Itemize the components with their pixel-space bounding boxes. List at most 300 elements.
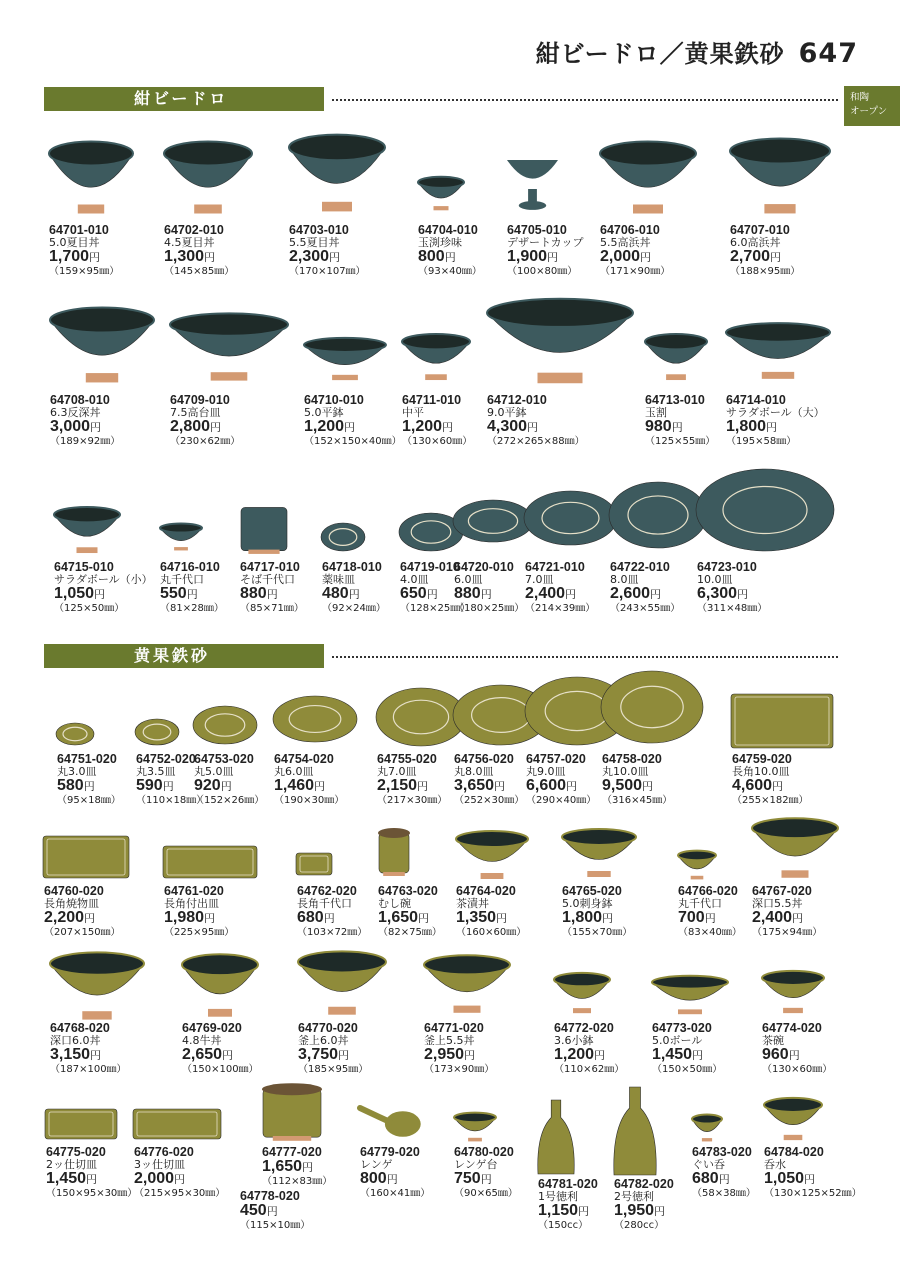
product-image[interactable]	[162, 140, 254, 215]
yen-unit: 円	[186, 588, 198, 601]
product-image[interactable]	[44, 1108, 118, 1140]
yen-unit: 円	[792, 912, 804, 925]
product-info[interactable]	[298, 1022, 368, 1076]
yen-unit: 円	[547, 251, 559, 264]
product-size: （316×45㎜）	[602, 795, 673, 806]
product-photo	[192, 705, 258, 745]
product-image[interactable]	[260, 1082, 324, 1142]
product-info[interactable]	[274, 753, 344, 807]
product-image[interactable]	[690, 1114, 724, 1142]
product-photo	[158, 523, 204, 551]
product-price: 1,460円	[274, 777, 326, 794]
product-image[interactable]	[400, 333, 472, 381]
product-code: 64782-020	[614, 1177, 674, 1191]
product-image[interactable]	[600, 670, 704, 744]
section-bar-bidoro: 紺ビードロ	[44, 87, 324, 111]
product-size: （103×72㎜）	[297, 927, 368, 938]
yen-unit: 円	[266, 588, 278, 601]
product-price: 450円	[240, 1202, 278, 1219]
product-info[interactable]	[50, 1022, 127, 1076]
product-photo	[168, 312, 290, 382]
product-size: （93×40㎜）	[418, 266, 482, 277]
product-photo	[162, 845, 258, 879]
product-photo	[260, 1082, 324, 1142]
product-photo	[376, 827, 412, 877]
product-name: 丸3.0皿	[57, 765, 97, 778]
product-size: （100×80㎜）	[507, 266, 578, 277]
product-code: 64714-010	[726, 393, 786, 407]
product-photo	[238, 501, 290, 555]
product-name: 9.0平鉢	[487, 406, 527, 419]
product-price: 1,150円	[538, 1202, 590, 1219]
yen-unit: 円	[602, 912, 614, 925]
yen-unit: 円	[204, 912, 216, 925]
product-size: （180×25㎜）	[454, 603, 525, 614]
product-price: 3,000円	[50, 418, 102, 435]
product-info[interactable]	[538, 1178, 598, 1232]
product-image[interactable]	[48, 951, 146, 1021]
product-size: （290×40㎜）	[526, 795, 597, 806]
yen-unit: 円	[671, 421, 683, 434]
product-info[interactable]	[377, 753, 447, 807]
product-price: 2,000円	[600, 248, 652, 265]
product-image[interactable]	[132, 1108, 222, 1140]
product-size: （81×28㎜）	[160, 603, 224, 614]
product-image[interactable]	[134, 718, 180, 746]
product-code: 64723-010	[697, 560, 757, 574]
product-price: 680円	[692, 1170, 730, 1187]
product-price: 6,300円	[697, 585, 749, 602]
yen-unit: 円	[220, 780, 232, 793]
product-photo	[552, 972, 612, 1014]
product-size: （90×65㎜）	[454, 1188, 518, 1199]
product-price: 590円	[136, 777, 174, 794]
product-code: 64707-010	[730, 223, 790, 237]
product-info[interactable]	[614, 1178, 674, 1232]
product-name: 5.5夏目丼	[289, 236, 340, 249]
product-photo	[358, 1100, 422, 1140]
product-price: 1,450円	[46, 1170, 98, 1187]
product-image[interactable]	[52, 506, 122, 554]
product-size: （92×24㎜）	[322, 603, 386, 614]
product-name: 6.0皿	[454, 573, 483, 586]
product-photo	[695, 468, 835, 552]
product-size: （214×39㎜）	[525, 603, 596, 614]
product-info[interactable]	[726, 394, 825, 448]
product-code: 64760-020	[44, 884, 104, 898]
product-price: 4,300円	[487, 418, 539, 435]
product-size: （150×50㎜）	[652, 1064, 723, 1075]
product-info[interactable]	[262, 1146, 332, 1188]
product-code: 64709-010	[170, 393, 230, 407]
product-image[interactable]	[598, 140, 698, 215]
product-size: （255×182㎜）	[732, 795, 809, 806]
product-info[interactable]	[645, 394, 715, 448]
product-name: 玉渕珍味	[418, 236, 462, 249]
product-photo	[295, 852, 333, 876]
yen-unit: 円	[174, 1173, 186, 1186]
product-info[interactable]	[322, 561, 386, 615]
product-code: 64766-020	[678, 884, 738, 898]
product-info[interactable]	[678, 885, 742, 939]
product-info[interactable]	[378, 885, 442, 939]
product-price: 750円	[454, 1170, 492, 1187]
product-info[interactable]	[525, 561, 595, 615]
product-price: 1,650円	[262, 1158, 314, 1175]
product-image[interactable]	[295, 852, 333, 876]
product-info[interactable]	[289, 224, 366, 278]
product-name: 6.0高浜丼	[730, 236, 781, 249]
product-info[interactable]	[44, 885, 121, 939]
product-info[interactable]	[487, 394, 585, 448]
product-code: 64779-020	[360, 1145, 420, 1159]
product-price: 700円	[678, 909, 716, 926]
product-size: （175×94㎜）	[752, 927, 823, 938]
product-info[interactable]	[418, 224, 482, 278]
product-image[interactable]	[272, 695, 358, 743]
product-image[interactable]	[762, 1097, 824, 1141]
product-price: 1,050円	[54, 585, 106, 602]
product-image[interactable]	[452, 499, 534, 543]
side-tab-line2: オープン	[850, 106, 888, 117]
product-info[interactable]	[182, 1022, 259, 1076]
product-name: 薬味皿	[322, 573, 355, 586]
product-photo	[650, 975, 730, 1015]
product-size: （190×30㎜）	[274, 795, 345, 806]
product-size: （215×95×30㎜）	[134, 1188, 226, 1199]
product-price: 2,700円	[730, 248, 782, 265]
product-info[interactable]	[600, 224, 670, 278]
product-size: （160×60㎜）	[456, 927, 527, 938]
product-info[interactable]	[360, 1146, 430, 1200]
product-image[interactable]	[505, 156, 560, 211]
product-info[interactable]	[57, 753, 121, 807]
product-code: 64721-010	[525, 560, 585, 574]
product-image[interactable]	[536, 1098, 576, 1176]
product-photo	[52, 506, 122, 554]
product-price: 6,600円	[526, 777, 578, 794]
product-size: （159×95㎜）	[49, 266, 120, 277]
product-price: 1,450円	[652, 1046, 704, 1063]
product-image[interactable]	[650, 975, 730, 1015]
product-image[interactable]	[422, 954, 512, 1014]
product-size: （243×55㎜）	[610, 603, 681, 614]
product-name: 5.0刺身鉢	[562, 897, 613, 910]
product-image[interactable]	[608, 481, 708, 549]
product-price: 9,500円	[602, 777, 654, 794]
product-image[interactable]	[287, 133, 387, 213]
product-code: 64777-020	[262, 1145, 322, 1159]
product-photo	[452, 499, 534, 543]
product-name: 3.6小鉢	[554, 1034, 594, 1047]
product-info[interactable]	[730, 224, 800, 278]
product-info[interactable]	[240, 561, 304, 615]
product-size: （150×100㎜）	[182, 1064, 259, 1075]
product-image[interactable]	[676, 850, 718, 880]
side-tab[interactable]	[844, 86, 900, 126]
product-name: 茶漬丼	[456, 897, 489, 910]
product-price: 650円	[400, 585, 438, 602]
product-info[interactable]	[54, 561, 153, 615]
product-name: 丸6.0皿	[274, 765, 314, 778]
product-name: レンゲ	[360, 1158, 393, 1171]
yen-unit: 円	[338, 1049, 350, 1062]
product-name: 長角千代口	[297, 897, 352, 910]
product-name: デザートカップ	[507, 236, 584, 249]
product-image[interactable]	[42, 835, 130, 879]
yen-unit: 円	[86, 1173, 98, 1186]
product-code: 64769-020	[182, 1021, 242, 1035]
product-image[interactable]	[48, 306, 156, 384]
product-size: （95×18㎜）	[57, 795, 121, 806]
yen-unit: 円	[442, 421, 454, 434]
yen-unit: 円	[766, 421, 778, 434]
product-size: （311×48㎜）	[697, 603, 768, 614]
product-info[interactable]	[134, 1146, 225, 1200]
yen-unit: 円	[329, 251, 341, 264]
product-photo	[750, 817, 840, 879]
product-image[interactable]	[612, 1085, 658, 1177]
product-image[interactable]	[728, 137, 832, 215]
product-code: 64781-020	[538, 1177, 598, 1191]
product-code: 64776-020	[134, 1145, 194, 1159]
product-size: （217×30㎜）	[377, 795, 448, 806]
product-size: （130×60㎜）	[762, 1064, 833, 1075]
product-info[interactable]	[652, 1022, 722, 1076]
product-size: （173×90㎜）	[424, 1064, 495, 1075]
product-name: 10.0皿	[697, 573, 733, 586]
product-image[interactable]	[452, 1112, 498, 1142]
product-info[interactable]	[526, 753, 596, 807]
product-code: 64757-020	[526, 752, 586, 766]
product-price: 2,000円	[134, 1170, 186, 1187]
product-info[interactable]	[164, 885, 234, 939]
product-info[interactable]	[297, 885, 367, 939]
product-code: 64773-020	[652, 1021, 712, 1035]
product-code: 64710-010	[304, 393, 364, 407]
yen-unit: 円	[222, 1049, 234, 1062]
product-code: 64754-020	[274, 752, 334, 766]
product-name: 5.0ボール	[652, 1034, 703, 1047]
product-image[interactable]	[192, 705, 258, 745]
yen-unit: 円	[578, 1205, 590, 1218]
product-code: 64771-020	[424, 1021, 484, 1035]
product-size: （130×60㎜）	[402, 436, 473, 447]
product-photo	[296, 950, 388, 1016]
product-name: 深口6.0丼	[50, 1034, 101, 1047]
product-photo	[302, 337, 388, 381]
product-price: 1,950円	[614, 1202, 666, 1219]
product-photo	[724, 322, 832, 380]
product-size: （230×62㎜）	[170, 436, 241, 447]
product-name: 5.0夏目丼	[49, 236, 100, 249]
product-image[interactable]	[485, 297, 635, 385]
product-price: 2,800円	[170, 418, 222, 435]
product-photo	[454, 830, 530, 880]
product-image[interactable]	[760, 970, 826, 1014]
product-info[interactable]	[507, 224, 584, 278]
product-code: 64712-010	[487, 393, 547, 407]
product-image[interactable]	[454, 830, 530, 880]
product-image[interactable]	[416, 176, 466, 211]
product-code: 64784-020	[764, 1145, 824, 1159]
product-name: 4.8牛丼	[182, 1034, 222, 1047]
product-info[interactable]	[46, 1146, 137, 1200]
product-code: 64767-020	[752, 884, 812, 898]
page-number: 647	[798, 38, 858, 69]
product-image[interactable]	[302, 337, 388, 381]
product-info[interactable]	[240, 1190, 310, 1232]
product-code: 64780-020	[454, 1145, 514, 1159]
product-photo	[536, 1098, 576, 1176]
product-size: （150×95×30㎜）	[46, 1188, 138, 1199]
product-photo	[132, 1108, 222, 1140]
product-size: （195×58㎜）	[726, 436, 797, 447]
product-size: （170×107㎜）	[289, 266, 366, 277]
product-price: 1,800円	[726, 418, 778, 435]
product-name: サラダボール（大）	[726, 406, 825, 419]
product-info[interactable]	[762, 1022, 832, 1076]
product-price: 2,600円	[610, 585, 662, 602]
product-info[interactable]	[304, 394, 402, 448]
product-name: ぐい呑	[692, 1158, 725, 1171]
product-info[interactable]	[49, 224, 119, 278]
product-image[interactable]	[560, 828, 638, 878]
yen-unit: 円	[94, 588, 106, 601]
product-code: 64761-020	[164, 884, 224, 898]
product-price: 1,800円	[562, 909, 614, 926]
yen-unit: 円	[323, 912, 335, 925]
product-size: （85×71㎜）	[240, 603, 304, 614]
product-info[interactable]	[454, 561, 524, 615]
product-price: 2,300円	[289, 248, 341, 265]
product-info[interactable]	[164, 224, 234, 278]
yen-unit: 円	[302, 1161, 314, 1174]
product-name: 3ッ仕切皿	[134, 1158, 185, 1171]
product-price: 960円	[762, 1046, 800, 1063]
product-image[interactable]	[55, 722, 95, 746]
product-code: 64755-020	[377, 752, 437, 766]
product-photo	[728, 137, 832, 215]
yen-unit: 円	[565, 588, 577, 601]
product-info[interactable]	[732, 753, 809, 807]
product-image[interactable]	[320, 522, 366, 552]
product-price: 980円	[645, 418, 683, 435]
product-image[interactable]	[168, 312, 290, 382]
product-name: 釜上6.0丼	[298, 1034, 349, 1047]
product-info[interactable]	[402, 394, 472, 448]
product-price: 1,980円	[164, 909, 216, 926]
product-image[interactable]	[724, 322, 832, 380]
product-price: 1,200円	[402, 418, 454, 435]
product-image[interactable]	[695, 468, 835, 552]
product-photo	[762, 1097, 824, 1141]
product-size: （185×95㎜）	[298, 1064, 369, 1075]
product-info[interactable]	[610, 561, 680, 615]
product-info[interactable]	[554, 1022, 624, 1076]
product-info[interactable]	[454, 1146, 518, 1200]
product-code: 64763-020	[378, 884, 438, 898]
product-image[interactable]	[296, 950, 388, 1016]
product-code: 64719-010	[400, 560, 460, 574]
product-image[interactable]	[552, 972, 612, 1014]
product-size: （272×265×88㎜）	[487, 436, 585, 447]
product-info[interactable]	[764, 1146, 862, 1200]
product-image[interactable]	[47, 140, 135, 215]
product-info[interactable]	[194, 753, 264, 807]
product-image[interactable]	[643, 333, 709, 381]
product-image[interactable]	[730, 693, 834, 749]
product-code: 64758-020	[602, 752, 662, 766]
product-info[interactable]	[454, 753, 524, 807]
product-code: 64764-020	[456, 884, 516, 898]
product-code: 64753-020	[194, 752, 254, 766]
product-info[interactable]	[562, 885, 632, 939]
product-code: 64716-010	[160, 560, 220, 574]
product-info[interactable]	[170, 394, 240, 448]
yen-unit: 円	[162, 780, 174, 793]
section-bar-tessha: 黄果鉄砂	[44, 644, 324, 668]
yen-unit: 円	[737, 588, 749, 601]
product-image[interactable]	[358, 1100, 422, 1140]
yen-unit: 円	[83, 780, 95, 793]
product-info[interactable]	[752, 885, 822, 939]
yen-unit: 円	[770, 251, 782, 264]
product-code: 64703-010	[289, 223, 349, 237]
product-code: 64708-010	[50, 393, 110, 407]
product-image[interactable]	[238, 501, 290, 555]
product-size: （155×70㎜）	[562, 927, 633, 938]
product-size: （252×30㎜）	[454, 795, 525, 806]
yen-unit: 円	[344, 421, 356, 434]
product-code: 64701-010	[49, 223, 109, 237]
yen-unit: 円	[417, 780, 429, 793]
product-name: 丸9.0皿	[526, 765, 566, 778]
product-info[interactable]	[456, 885, 526, 939]
yen-unit: 円	[480, 1173, 492, 1186]
product-name: レンゲ台	[454, 1158, 498, 1171]
yen-unit: 円	[527, 421, 539, 434]
product-size: （125×55㎜）	[645, 436, 716, 447]
product-size: （187×100㎜）	[50, 1064, 127, 1075]
product-image[interactable]	[162, 845, 258, 879]
product-image[interactable]	[750, 817, 840, 879]
product-name: 6.3反深丼	[50, 406, 101, 419]
product-image[interactable]	[523, 490, 618, 546]
product-info[interactable]	[424, 1022, 494, 1076]
yen-unit: 円	[654, 1205, 666, 1218]
product-info[interactable]	[50, 394, 120, 448]
product-name: 玉割	[645, 406, 667, 419]
product-info[interactable]	[602, 753, 672, 807]
product-size: （150cc）	[538, 1220, 589, 1231]
product-image[interactable]	[158, 523, 204, 551]
product-image[interactable]	[180, 953, 260, 1018]
product-code: 64717-010	[240, 560, 300, 574]
product-info[interactable]	[697, 561, 767, 615]
product-info[interactable]	[160, 561, 224, 615]
product-photo	[55, 722, 95, 746]
product-info[interactable]	[692, 1146, 756, 1200]
product-image[interactable]	[376, 827, 412, 877]
product-price: 880円	[454, 585, 492, 602]
product-code: 64706-010	[600, 223, 660, 237]
product-price: 3,650円	[454, 777, 506, 794]
product-size: （83×40㎜）	[678, 927, 742, 938]
product-code: 64765-020	[562, 884, 622, 898]
product-code: 64704-010	[418, 223, 478, 237]
product-code: 64775-020	[46, 1145, 106, 1159]
